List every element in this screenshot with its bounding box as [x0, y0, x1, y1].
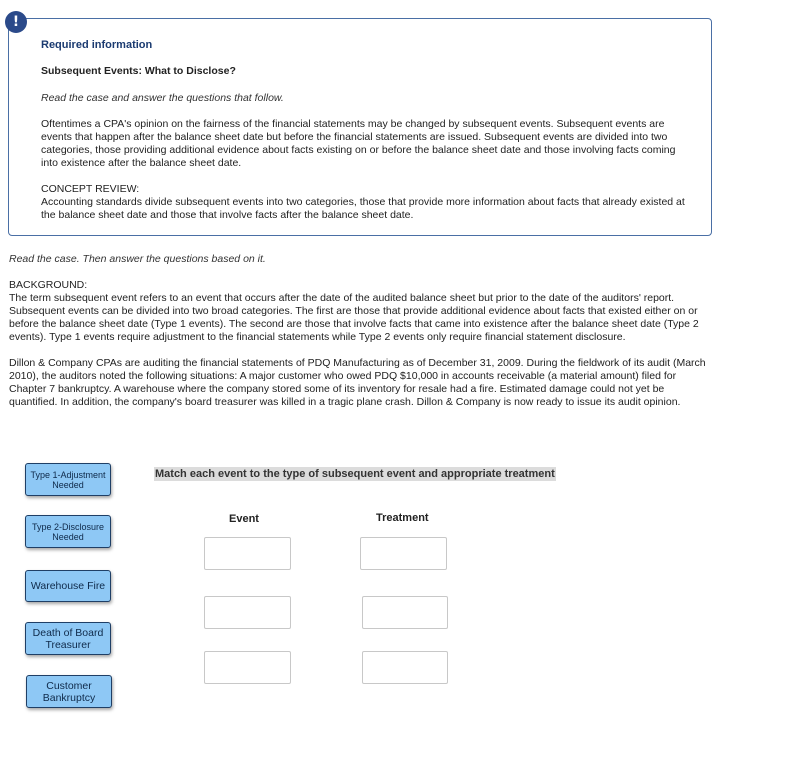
treatment-column-header: Treatment	[376, 512, 429, 524]
match-heading: Match each event to the type of subsequent event and appropriate treatment	[155, 468, 555, 480]
event-drop-slot-3[interactable]	[204, 651, 291, 684]
treatment-drop-slot-3[interactable]	[362, 651, 448, 684]
required-info-paragraph: Oftentimes a CPA's opinion on the fairness of the financial statements may be changed by subsequent events. Subsequent events are events that happen after the balance sheet date but before the financial statements are issued. Subsequent events are divided into two categories, those providing additional evidence about facts existing on or before the balance sheet date and those involving facts coming into existence after the balance sheet date.	[41, 118, 676, 169]
treatment-drop-slot-2[interactable]	[362, 596, 448, 629]
required-info-subtitle: Subsequent Events: What to Disclose?	[41, 65, 236, 77]
treatment-drop-slot-1[interactable]	[360, 537, 447, 570]
case-text	[9, 253, 709, 409]
drag-chip-type2-disclosure[interactable]: Type 2-Disclosure Needed	[25, 515, 111, 548]
concept-review-label: CONCEPT REVIEW:	[41, 183, 140, 195]
background-text: The term subsequent event refers to an event that occurs after the date of the audited balance sheet but prior to the date of the auditors' report. Subsequent events can be divided into two broad categories. The first are those that provide additional evidence about facts that existed either on or before the balance sheet date (Type 1 events). The second are those that involve facts that came into existence after the balance sheet date (Type 2 events). Type 1 events require adjustment to the financial statements while Type 2 events only require financial statement disclosure.	[9, 292, 699, 343]
event-drop-slot-1[interactable]	[204, 537, 291, 570]
alert-icon: !	[5, 11, 27, 33]
event-column-header: Event	[229, 513, 259, 525]
drag-chip-warehouse-fire[interactable]: Warehouse Fire	[25, 570, 111, 602]
concept-review-text: Accounting standards divide subsequent events into two categories, those that provide more information about facts that already existed at the balance sheet date and those that involve facts after the balance sheet date.	[41, 196, 685, 221]
case-instruction: Read the case. Then answer the questions based on it.	[9, 253, 266, 265]
required-info-title: Required information	[41, 39, 153, 51]
required-info-panel	[8, 18, 712, 236]
required-info-content	[41, 39, 691, 222]
drag-chip-customer-bankruptcy[interactable]: Customer Bankruptcy	[26, 675, 112, 708]
drag-chip-death-of-board-treasurer[interactable]: Death of Board Treasurer	[25, 622, 111, 655]
required-info-instruction: Read the case and answer the questions that follow.	[41, 92, 284, 104]
scenario-text: Dillon & Company CPAs are auditing the financial statements of PDQ Manufacturing as of December 31, 2009. During the fieldwork of its audit (March 2010), the auditors noted the following situations: A major customer who owed PDQ $10,000 in accounts receivable (a material amount) filed for Chapter 7 bankruptcy. A warehouse where the company stored some of its inventory for resale had a fire. Estimated damage could not yet be quantified. In addition, the company's board treasurer was killed in a tragic plane crash. Dillon & Company is now ready to issue its audit opinion.	[9, 357, 706, 408]
event-drop-slot-2[interactable]	[204, 596, 291, 629]
background-label: BACKGROUND:	[9, 279, 88, 291]
drag-chip-type1-adjustment[interactable]: Type 1-Adjustment Needed	[25, 463, 111, 496]
